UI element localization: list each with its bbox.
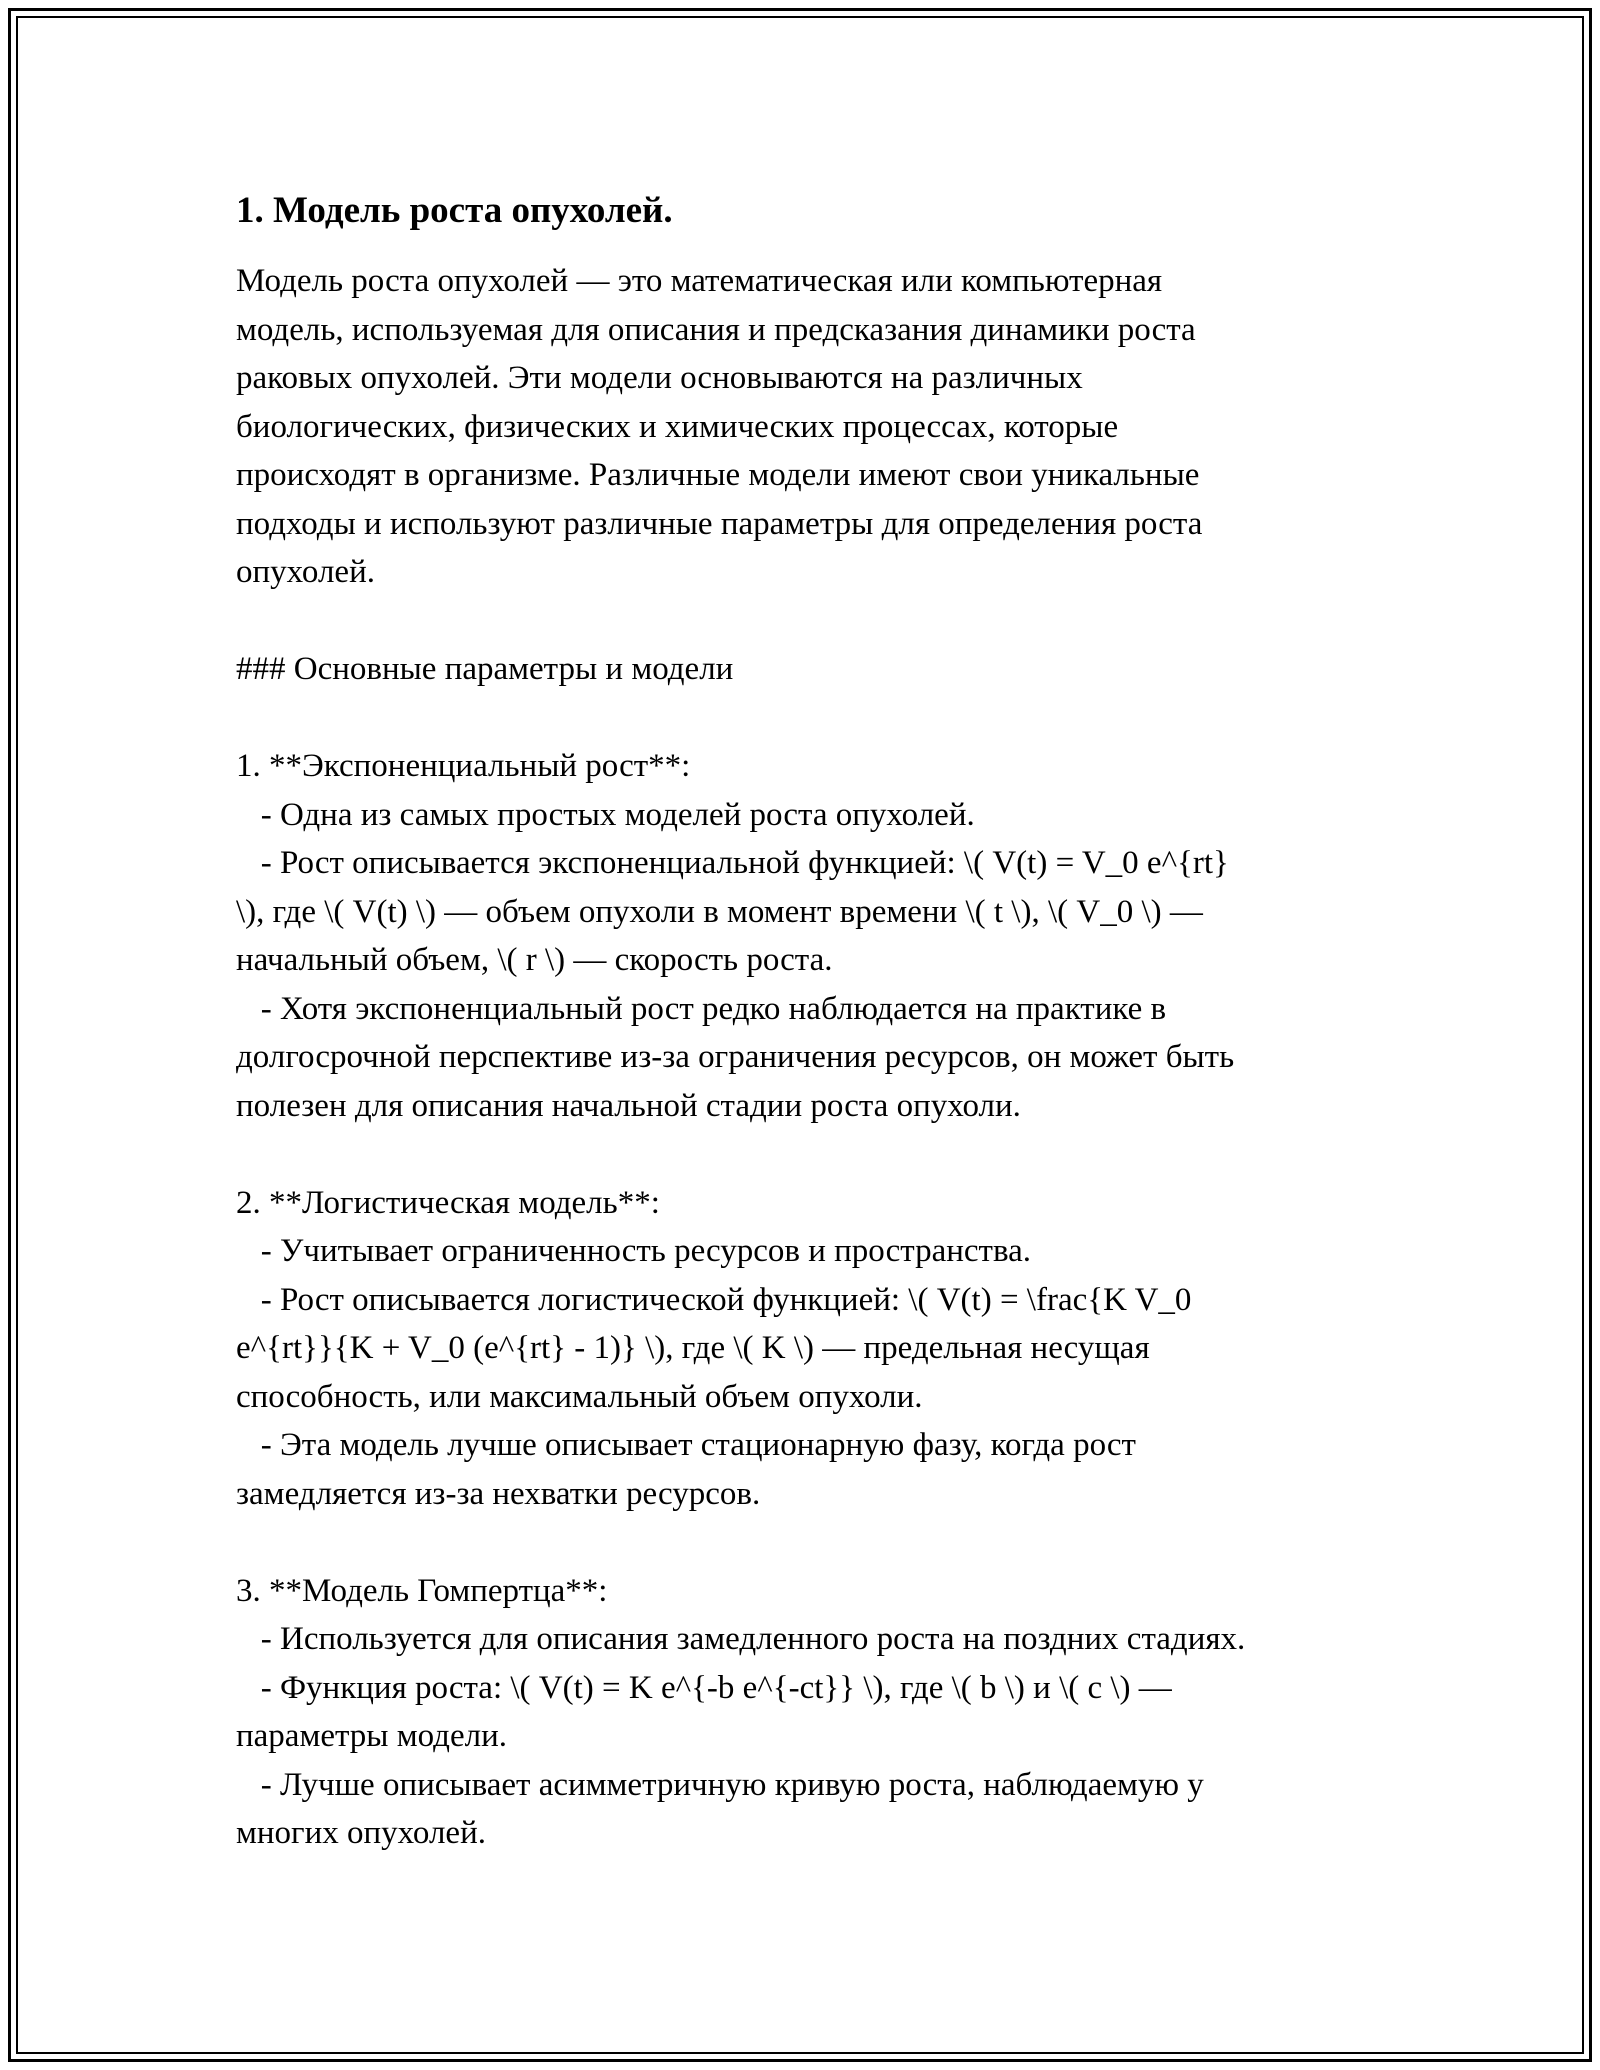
document-body: Модель роста опухолей — это математическая или компьютерная модель, используемая для описания и предсказания динамики роста раковых опухолей. Эти модели основываются на различных биологических, физических и химических процессах, которые происходят в организме. Различные модели имеют свои уникальные подходы и используют различные параметры для определения роста опухолей. ### Основные параметры и модели 1. **Экспоненциальный рост**: - Одна из самых простых моделей роста опухолей. - Рост описывается экспоненциальной функцией: \( V(t) = V_0 e^{rt} \), где \( V(t) \) — объем опухоли в момент времени \( t \), \( V_0 \) — начальный объем, \( r \) — скорость роста. - Хотя экспоненциальный рост редко наблюдается на практике в долгосрочной перспективе из-за ограничения ресурсов, он может быть полезен для описания начальной стадии роста опухоли. 2. **Логистическая модель**: - Учитывает ограниченность ресурсов и пространства. - Рост описывается логистической функцией: \( V(t) = \frac{K V_0 e^{rt}}{K + V_0 (e^{rt} - 1)} \), где \( K \) — предельная несущая способность, или максимальный объем опухоли. - Эта модель лучше описывает стационарную фазу, когда рост замедляется из-за нехватки ресурсов. 3. **Модель Гомпертца**: - Используется для описания замедленного роста на поздних стадиях. - Функция роста: \( V(t) = K e^{-b e^{-ct}} \), где \( b \) и \( c \) — параметры модели. - Лучше описывает асимметричную кривую роста, наблюдаемую у многих опухолей. — [236, 263, 1246, 1851]
document-title: 1. Модель роста опухолей. — [236, 190, 673, 231]
document-content — [236, 187, 1406, 1858]
